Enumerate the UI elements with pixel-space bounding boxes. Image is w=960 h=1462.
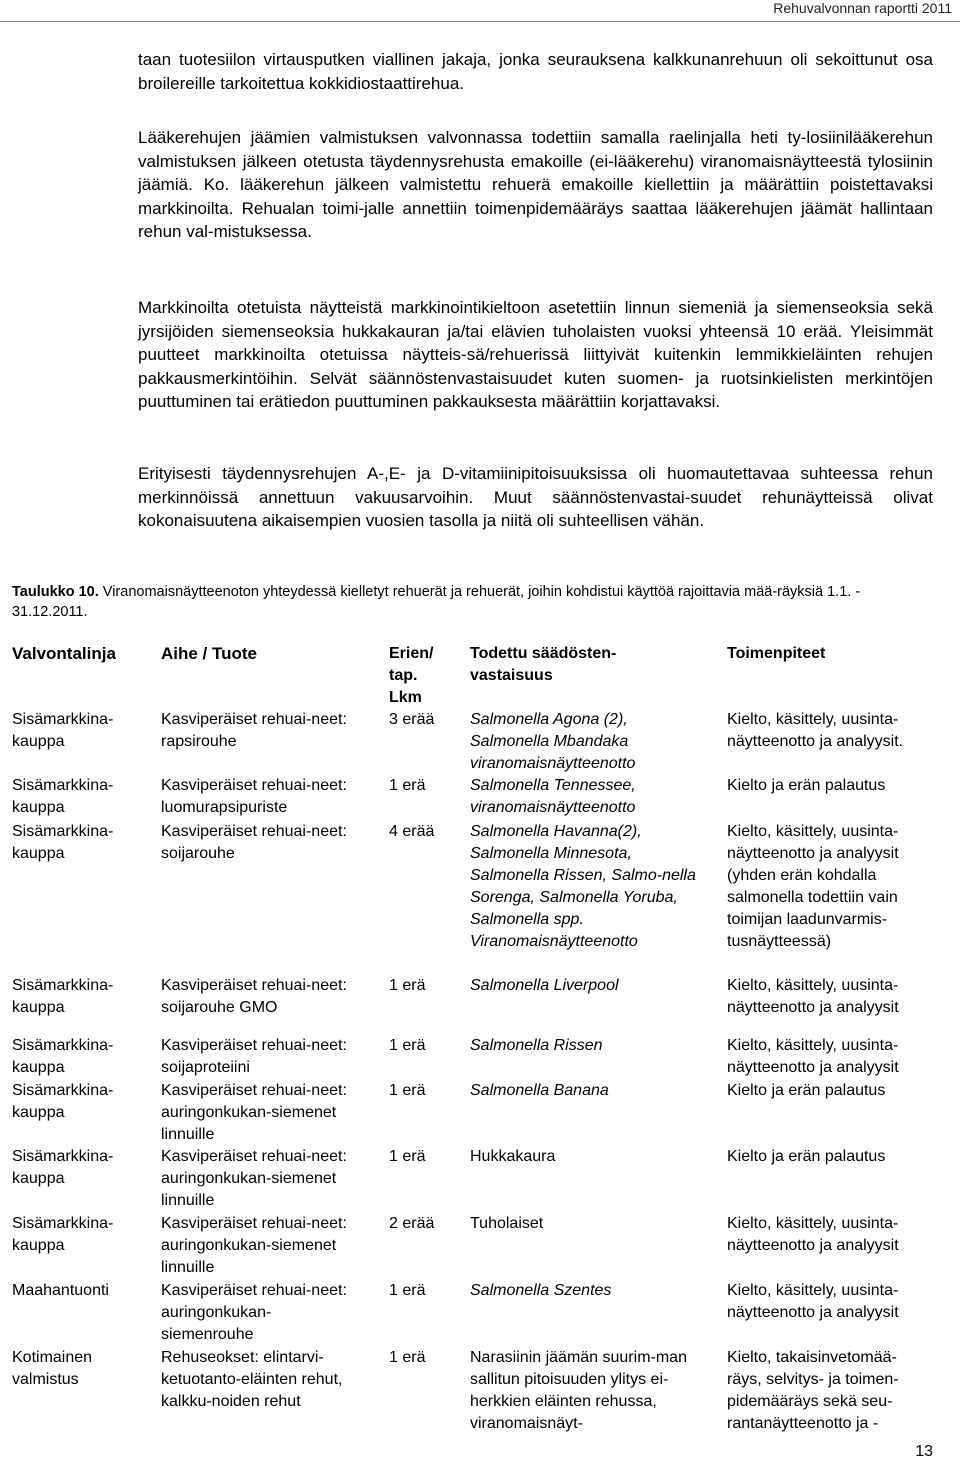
table-cell: Salmonella Banana (470, 1082, 609, 1099)
table-cell: Kielto, käsittely, uusinta-näytteenotto ja analyysit (727, 1282, 899, 1321)
table-cell: Salmonella Havanna(2), Salmonella Minnesota, Salmonella Rissen, Salmo-nella Sorenga, Salmonella Yoruba, Salmonella spp. Viranomaisnäytteenotto (470, 823, 696, 950)
table-cell: Sisämarkkina-kauppa (12, 1148, 114, 1187)
table-cell: Kasviperäiset rehuai-neet: auringonkukan-siemenet linnuille (161, 1215, 347, 1276)
running-header: Rehuvalvonnan raportti 2011 (773, 0, 952, 16)
table-cell: Hukkakaura (470, 1148, 556, 1165)
table-cell: Kasviperäiset rehuai-neet: soijaproteiini (161, 1037, 347, 1076)
caption-label: Taulukko 10. (12, 584, 99, 600)
table-cell: Kielto, käsittely, uusinta-näytteenotto ja analyysit (727, 1037, 899, 1076)
table-cell: Kielto, käsittely, uusinta-näytteenotto ja analyysit (727, 1215, 899, 1254)
table-cell: Kasviperäiset rehuai-neet: luomurapsipuriste (161, 777, 347, 816)
paragraph-4: Erityisesti täydennysrehujen A-,E- ja D-vitamiinipitoisuuksissa oli huomautettavaa suhteessa rehun merkinnöissä annettuun vakuusarvoihin. Muut säännöstenvastai-suudet rehunäytteissä olivat kokonaisuutena aikaisempien vuosien tasolla ja niitä oli suhteellisen vähän. (138, 464, 933, 530)
caption-text: Viranomaisnäytteenoton yhteydessä kielletyt rehuerät ja rehuerät, joihin kohdistui käyttöä rajoittavia mää-räyksiä 1.1. - 31.12.2011. (12, 584, 861, 620)
table-cell: Kasviperäiset rehuai-neet: auringonkukan-siemenet linnuille (161, 1148, 347, 1209)
table-cell: Rehuseokset: elintarvi-ketuotanto-eläinten rehut, kalkku-noiden rehut (161, 1349, 343, 1410)
table-cell: 1 erä (389, 777, 426, 794)
col-header-valvontalinja: Valvontalinja (12, 644, 116, 663)
table-cell: Salmonella Tennessee, viranomaisnäytteenotto (470, 777, 636, 816)
table-cell: 4 erää (389, 823, 435, 840)
table-cell: Sisämarkkina-kauppa (12, 1082, 114, 1121)
col-header-todettu: Todettu säädösten-vastaisuus (470, 645, 617, 684)
table-cell: Maahantuonti (12, 1282, 109, 1299)
table-cell: Salmonella Liverpool (470, 977, 619, 994)
table-cell: Kasviperäiset rehuai-neet: auringonkukan-siemenet linnuille (161, 1082, 347, 1143)
table-cell: Salmonella Rissen (470, 1037, 603, 1054)
table-cell: Sisämarkkina-kauppa (12, 823, 114, 862)
table-cell: Kielto, käsittely, uusinta-näytteenotto ja analyysit. (727, 711, 904, 750)
table-cell: Kasviperäiset rehuai-neet: auringonkukan-siemenrouhe (161, 1282, 347, 1343)
table-cell: Sisämarkkina-kauppa (12, 1037, 114, 1076)
table-cell: 1 erä (389, 1282, 426, 1299)
table-cell: Kotimainen valmistus (12, 1349, 93, 1388)
table-cell: Salmonella Agona (2), Salmonella Mbandaka viranomaisnäytteenotto (470, 711, 636, 772)
table-cell: Kielto, takaisinvetomää-räys, selvitys- ja toimen-pidemääräys sekä seu-rantanäytteenotto ja - (727, 1349, 899, 1432)
table-cell: 1 erä (389, 1037, 426, 1054)
paragraph-2: Lääkerehujen jäämien valmistuksen valvonnassa todettiin samalla raelinjalla heti ty-losiinilääkerehun valmistuksen jälkeen otetusta täydennysrehusta emakoille (ei-lääkerehu) viranomaisnäytteestä tylosiinin jäämiä. Ko. lääkerehun jälkeen valmistettu rehuerä emakoille kiellettiin ja määrättiin poistettavaksi markkinoilta. Rehualan toimi-jalle annettiin toimenpidemääräys saattaa lääkerehujen jäämät hallintaan rehun val-mistuksessa. (138, 128, 933, 241)
table-cell: Kielto, käsittely, uusinta-näytteenotto ja analyysit (yhden erän kohdalla salmonella todettiin vain toimijan laadunvarmis-tusnäytteessä) (727, 823, 899, 950)
table-cell: Kasviperäiset rehuai-neet: soijarouhe (161, 823, 347, 862)
table-cell: 1 erä (389, 1082, 426, 1099)
table-cell: 3 erää (389, 711, 435, 728)
header-divider (0, 21, 960, 22)
table-cell: Narasiinin jäämän suurim-man sallitun pitoisuuden ylitys ei-herkkien eläinten rehussa, viranomaisnäyt- (470, 1349, 687, 1432)
table-cell: Kielto, käsittely, uusinta-näytteenotto ja analyysit (727, 977, 899, 1016)
table-cell: 1 erä (389, 1349, 426, 1366)
col-header-erien: Erien/ tap. Lkm (389, 645, 434, 706)
table-cell: Sisämarkkina-kauppa (12, 1215, 114, 1254)
col-header-aihe: Aihe / Tuote (161, 644, 258, 663)
table-caption (12, 582, 937, 622)
table-cell: Kasviperäiset rehuai-neet: soijarouhe GMO (161, 977, 347, 1016)
table-cell: Tuholaiset (470, 1215, 544, 1232)
page-number: 13 (915, 1443, 933, 1460)
table-cell: Kielto ja erän palautus (727, 1148, 886, 1165)
col-header-toimenpiteet: Toimenpiteet (727, 645, 826, 662)
table-cell: Kielto ja erän palautus (727, 1082, 886, 1099)
table-cell: Kasviperäiset rehuai-neet: rapsirouhe (161, 711, 347, 750)
table-cell: Kielto ja erän palautus (727, 777, 886, 794)
table-cell: Sisämarkkina-kauppa (12, 977, 114, 1016)
table-cell: 1 erä (389, 977, 426, 994)
table-cell: 2 erää (389, 1215, 435, 1232)
table-cell: 1 erä (389, 1148, 426, 1165)
paragraph-3: Markkinoilta otetuista näytteistä markkinointikieltoon asetettiin linnun siemeniä ja siemenseoksia sekä jyrsijöiden siemenseoksia hukkakauran ja/tai elävien tuholaisten vuoksi yhteensä 10 erää. Yleisimmät puutteet markkinoilta otetuissa näytteis-sä/rehuerissä liittyivät kuitenkin lemmikkieläinten rehujen pakkausmerkintöihin. Selvät säännöstenvastaisuudet kuten suomen- ja ruotsinkielisten merkintöjen puuttuminen tai erätiedon puuttuminen pakkauksesta määrättiin korjattavaksi. (138, 298, 933, 411)
table-cell: Sisämarkkina-kauppa (12, 777, 114, 816)
paragraph-1: taan tuotesiilon virtausputken viallinen jakaja, jonka seurauksena kalkkunanrehuun oli sekoittunut osa broilereille tarkoitettua kokkidiostaattirehua. (138, 50, 933, 93)
table-cell: Salmonella Szentes (470, 1282, 612, 1299)
table-cell: Sisämarkkina-kauppa (12, 711, 114, 750)
